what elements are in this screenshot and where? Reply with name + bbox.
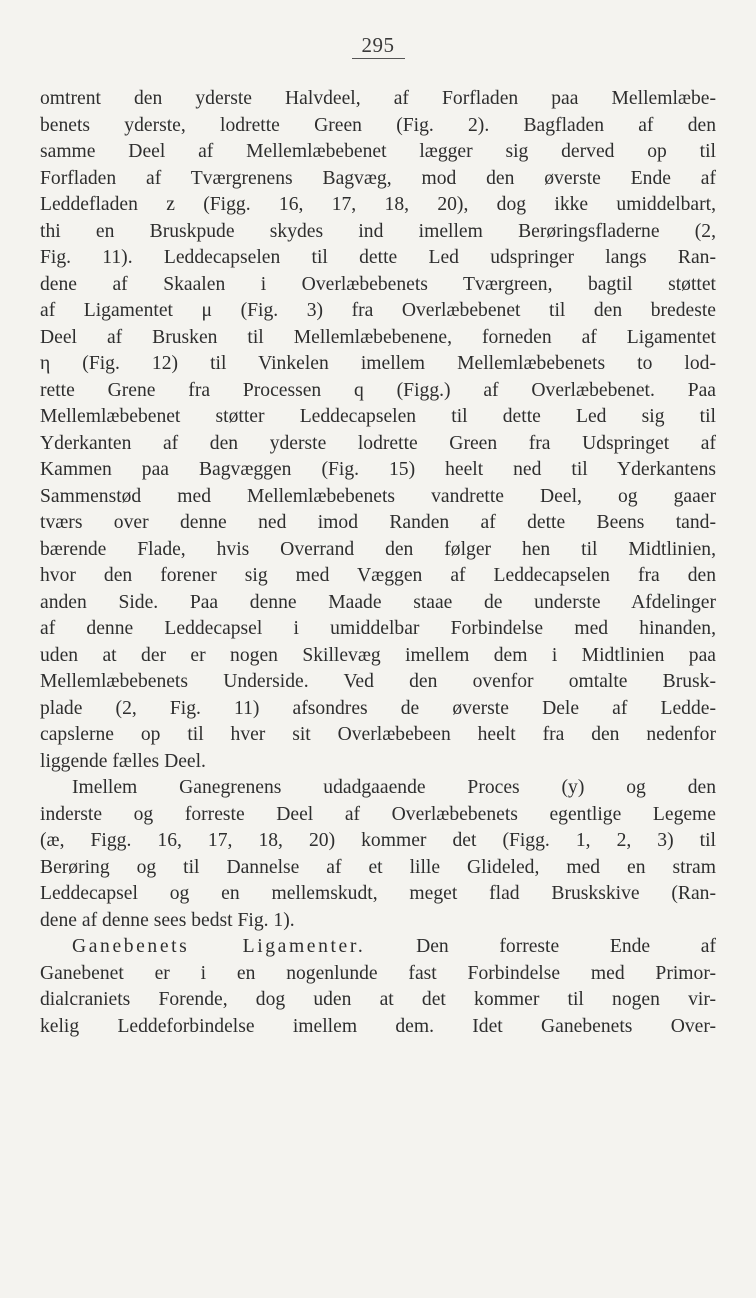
- text-line: Sammenstød med Mellemlæbebenets vandrette Deel, og gaaer: [40, 485, 716, 507]
- body-text: [40, 86, 716, 1040]
- text-line: Mellemlæbebenets Underside. Ved den ovenfor omtalte Brusk-: [40, 671, 716, 692]
- section-heading-line: [40, 934, 716, 961]
- text-line: uden at der er nogen Skillevæg imellem dem i Midtlinien paa: [40, 644, 716, 666]
- text-line: anden Side. Paa denne Maade staae de underste Afdelinger: [40, 591, 716, 613]
- text-line: Kammen paa Bagvæggen (Fig. 15) heelt ned til Yderkantens: [40, 459, 716, 480]
- text-line: capslerne op til hver sit Overlæbebeen heelt fra den nedenfor: [40, 724, 716, 745]
- text-run: Den forreste Ende af: [416, 936, 716, 957]
- text-line: benets yderste, lodrette Green (Fig. 2). Bagfladen af den: [40, 114, 716, 136]
- text-line: hvor den forener sig med Væggen af Leddecapselen fra den: [40, 565, 716, 586]
- text-line: dene af denne sees bedst Fig. 1).: [40, 909, 295, 931]
- text-line: (æ, Figg. 16, 17, 18, 20) kommer det (Figg. 1, 2, 3) til: [40, 830, 716, 851]
- text-line: Deel af Brusken til Mellemlæbebenene, forneden af Ligamentet: [40, 326, 716, 348]
- text-line: Yderkanten af den yderste lodrette Green fra Udspringet af: [40, 432, 716, 454]
- text-line: liggende fælles Deel.: [40, 750, 206, 772]
- text-line: plade (2, Fig. 11) afsondres de øverste Dele af Ledde-: [40, 697, 716, 719]
- text-line: Fig. 11). Leddecapselen til dette Led udspringer langs Ran-: [40, 247, 716, 268]
- text-line: kelig Leddeforbindelse imellem dem. Idet Ganebenets Over-: [40, 1015, 716, 1037]
- text-line: inderste og forreste Deel af Overlæbebenets egentlige Legeme: [40, 803, 716, 825]
- text-line: Mellemlæbebenet støtter Leddecapselen til dette Led sig til: [40, 406, 716, 427]
- text-line: rette Grene fra Processen q (Figg.) af Overlæbebenet. Paa: [40, 379, 716, 401]
- text-line: af denne Leddecapsel i umiddelbar Forbindelse med hinanden,: [40, 618, 716, 639]
- text-line: Ganebenet er i en nogenlunde fast Forbindelse med Primor-: [40, 962, 716, 984]
- text-line: Forfladen af Tværgrenens Bagvæg, mod den øverste Ende af: [40, 167, 716, 189]
- text-line: Leddefladen z (Figg. 16, 17, 18, 20), dog ikke umiddelbart,: [40, 194, 716, 215]
- text-line: af Ligamentet μ (Fig. 3) fra Overlæbebenet til den bredeste: [40, 300, 716, 321]
- page-number: 295: [0, 33, 756, 58]
- text-line: η (Fig. 12) til Vinkelen imellem Mellemlæbebenets to lod-: [40, 353, 716, 374]
- text-line: samme Deel af Mellemlæbebenet lægger sig derved op til: [40, 141, 716, 162]
- text-line: omtrent den yderste Halvdeel, af Forfladen paa Mellemlæbe-: [40, 88, 716, 109]
- text-line: Imellem Ganegrenens udadgaaende Proces (y) og den: [72, 777, 716, 798]
- text-line: dialcraniets Forende, dog uden at det kommer til nogen vir-: [40, 989, 716, 1010]
- text-line: bærende Flade, hvis Overrand den følger hen til Midtlinien,: [40, 538, 716, 560]
- section-heading: Ganebenets Ligamenter.: [72, 936, 366, 957]
- text-line: dene af Skaalen i Overlæbebenets Tværgreen, bagtil støttet: [40, 273, 716, 295]
- text-line: Berøring og til Dannelse af et lille Glideled, med en stram: [40, 856, 716, 878]
- text-line: thi en Bruskpude skydes ind imellem Berøringsfladerne (2,: [40, 220, 716, 242]
- text-line: Leddecapsel og en mellemskudt, meget flad Bruskskive (Ran-: [40, 883, 716, 904]
- text-line: tværs over denne ned imod Randen af dette Beens tand-: [40, 512, 716, 533]
